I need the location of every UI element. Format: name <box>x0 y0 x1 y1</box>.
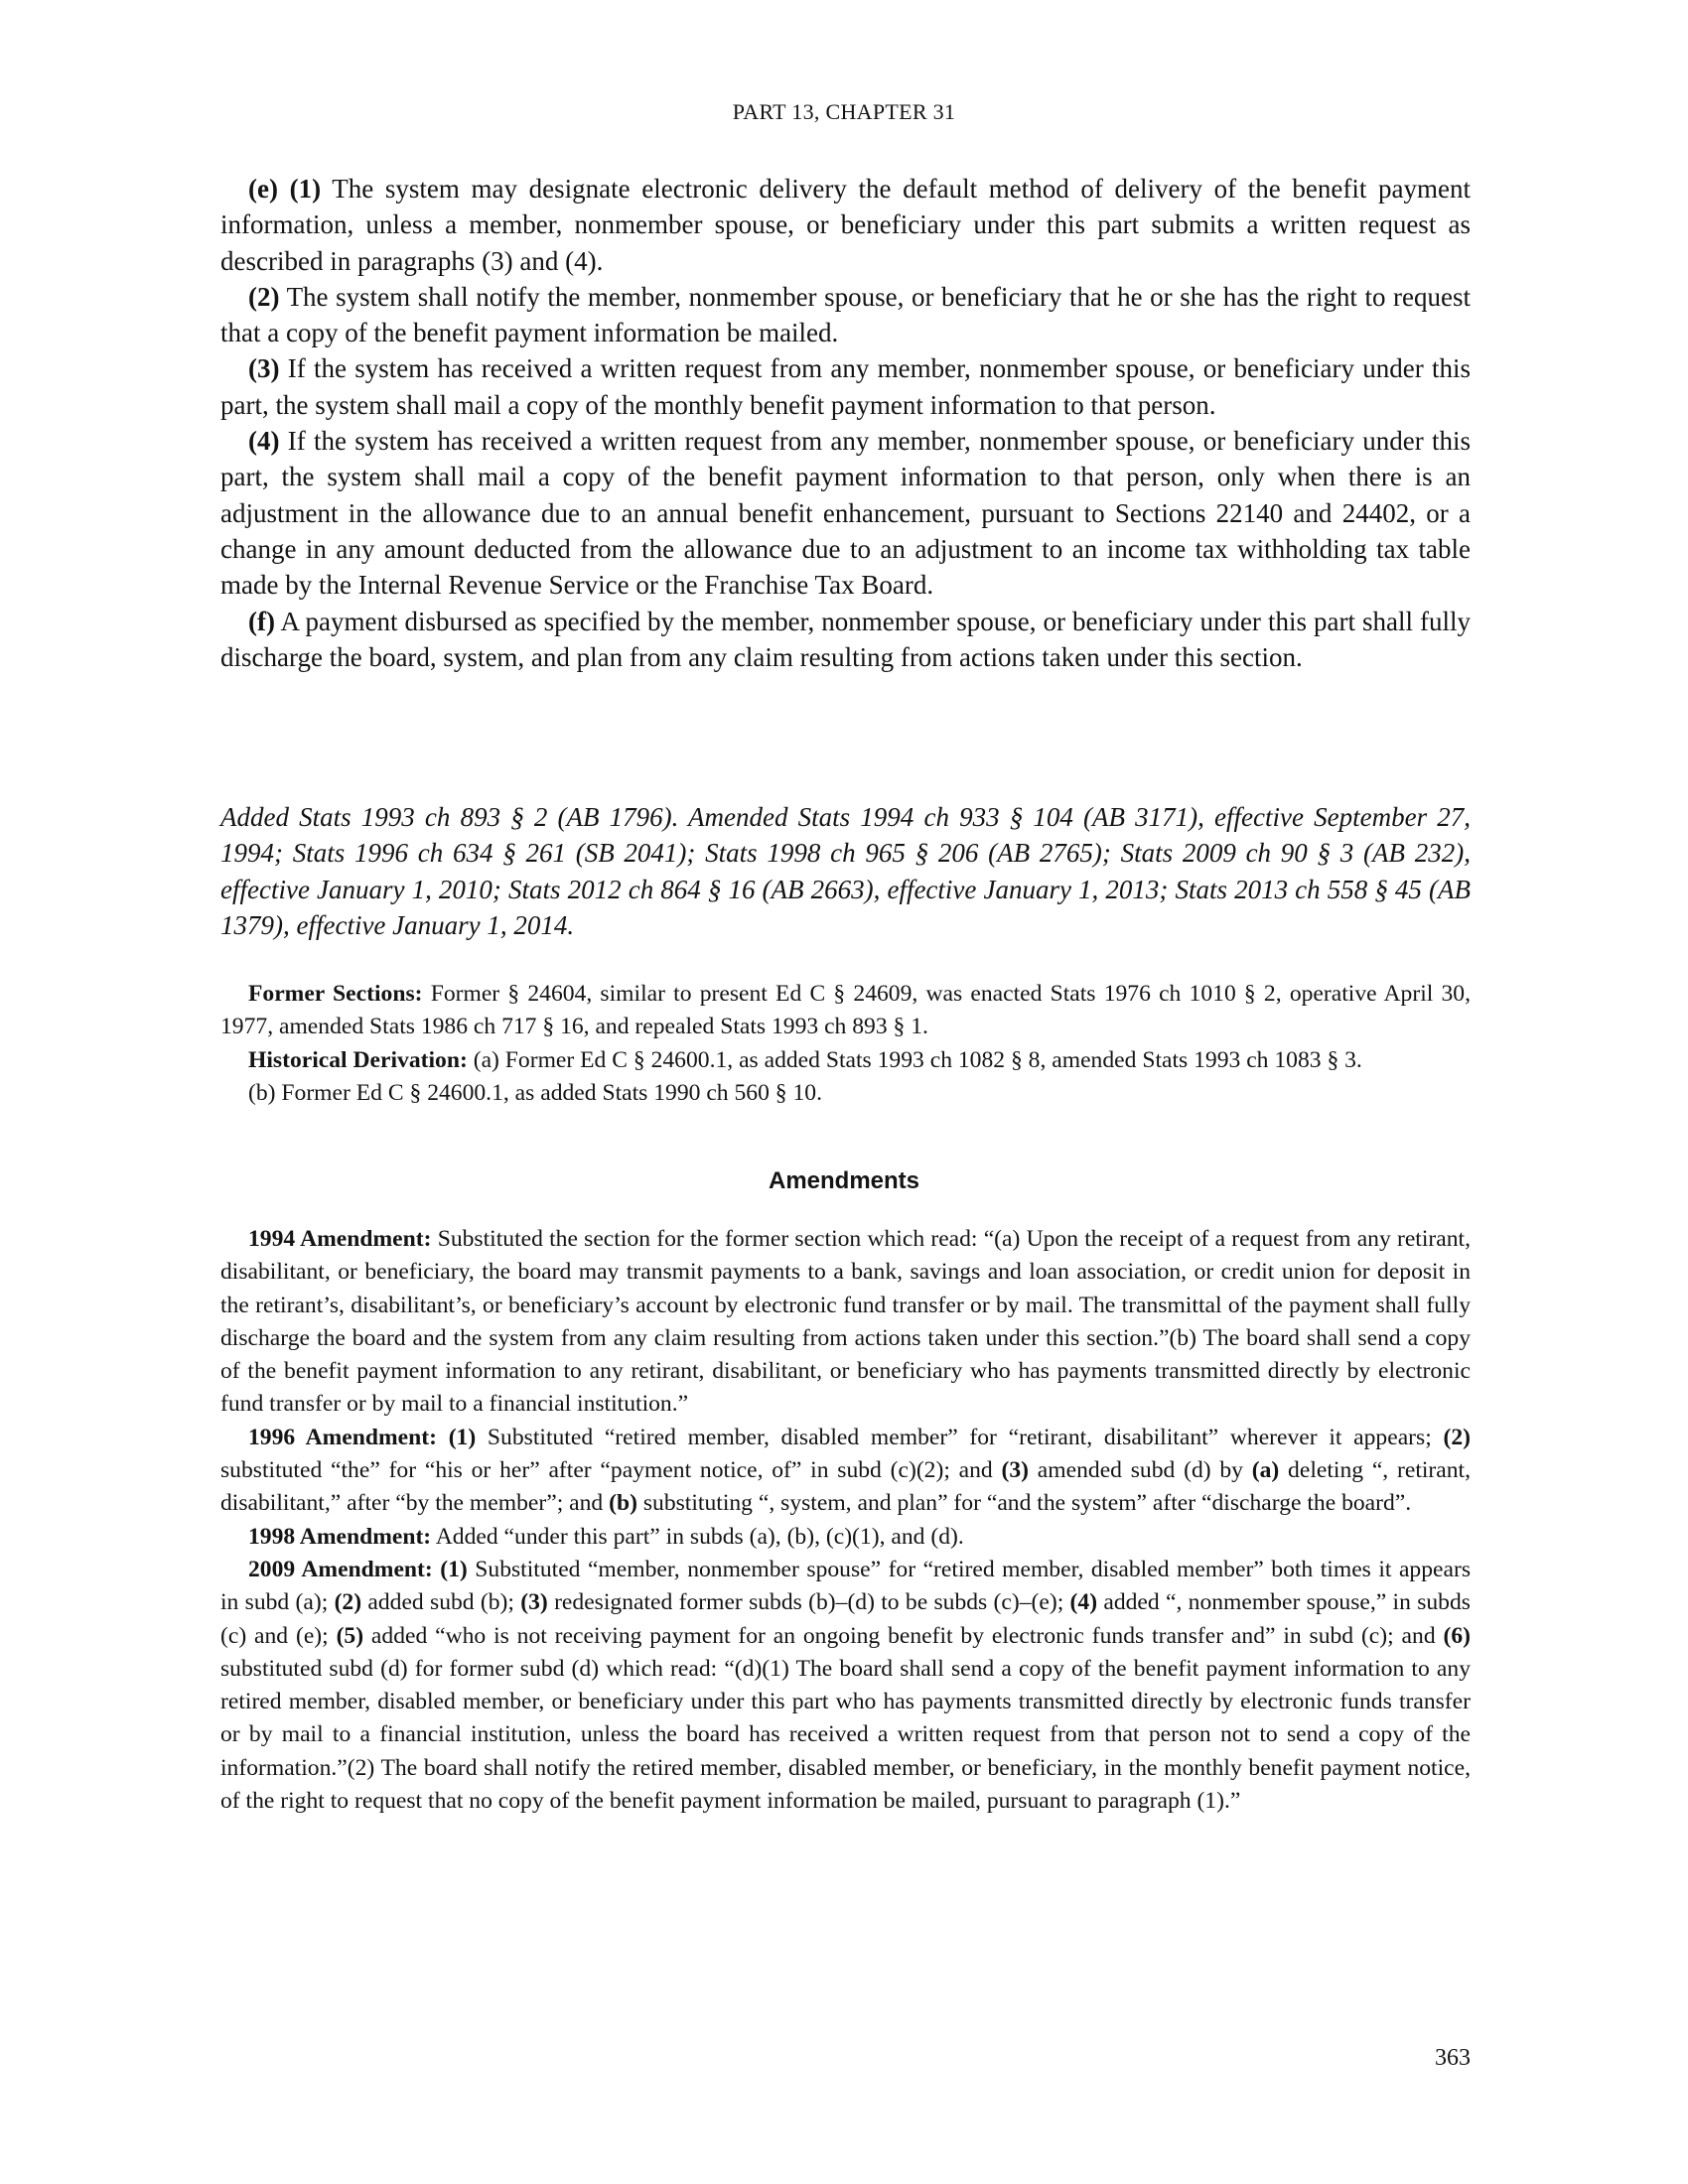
amendment-label: 1994 Amendment: <box>248 1226 432 1252</box>
amendment-2009 <box>220 1554 1471 1818</box>
item-label: (1) <box>448 1424 477 1450</box>
item-label: (a) <box>1251 1457 1280 1484</box>
paragraph-label: (3) <box>248 353 280 384</box>
item-label: (1) <box>440 1556 468 1582</box>
editorial-notes <box>220 978 1471 1110</box>
paragraph-label: (2) <box>248 281 280 312</box>
history-text: Added Stats 1993 ch 893 § 2 (AB 1796). Amended Stats 1994 ch 933 § 104 (AB 3171), effective September 27, 1994; Stats 1996 ch 634 § 261 (SB 2041); Stats 1998 ch 965 § 206 (AB 2765); Stats 2009 ch 90 § 3 (AB 232), effective January 1, 2010; Stats 2012 ch 864 § 16 (AB 2663), effective January 1, 2013; Stats 2013 ch 558 § 45 (AB 1379), effective January 1, 2014. <box>220 802 1471 940</box>
amendment-1996 <box>220 1422 1471 1521</box>
paragraph-text: A payment disbursed as specified by the member, nonmember spouse, or beneficiary under this part shall fully discharge the board, system, and plan from any claim resulting from actions taken under this section. <box>220 606 1471 672</box>
historical-derivation-b: (b) Former Ed C § 24600.1, as added Stats 1990 ch 560 § 10. <box>248 1079 822 1106</box>
paragraph-text: If the system has received a written request from any member, nonmember spouse, or beneficiary under this part, the system shall mail a copy of the benefit payment information to that person, only when there is an adjustment in the allowance due to an annual benefit enhancement, pursuant to Sections 22140 and 24402, or a change in any amount deducted from the allowance due to an adjustment to an income tax withholding tax table made by the Internal Revenue Service or the Franchise Tax Board. <box>220 426 1471 601</box>
item-label: (2) <box>1443 1424 1471 1450</box>
amendment-text: Added “under this part” in subds (a), (b), (c)(1), and (d). <box>431 1523 964 1550</box>
paragraph-text: If the system has received a written request from any member, nonmember spouse, or beneficiary under this part, the system shall mail a copy of the monthly benefit payment information to that person. <box>220 353 1471 420</box>
item-label: (4) <box>1069 1589 1098 1616</box>
paragraph-e-4 <box>220 423 1471 603</box>
note-text: Former § 24604, similar to present Ed C § 24609, was enacted Stats 1976 ch 1010 § 2, operative April 30, 1977, amended Stats 1986 ch 717 § 16, and repealed Stats 1993 ch 893 § 1. <box>220 981 1471 1040</box>
amendment-label: 1998 Amendment: <box>248 1523 432 1550</box>
paragraph-text: The system may designate electronic delivery the default method of delivery of the benefit payment information, unless a member, nonmember spouse, or beneficiary under this part submits a written request as described in paragraphs (3) and (4). <box>220 174 1471 276</box>
paragraph-e-2 <box>220 279 1471 351</box>
amendment-text: Substituted the section for the former section which read: “(a) Upon the receipt of a request from any retirant, disabilitant, or beneficiary, the board may transmit payments to a bank, savings and loan association, or credit union for deposit in the retirant’s, disabilitant’s, or beneficiary’s account by electronic fund transfer or by mail. The transmittal of the payment shall fully discharge the board and the system from any claim resulting from actions taken under this section.”(b) The board shall send a copy of the benefit payment information to any retirant, disabilitant, or beneficiary who has payments transmitted directly by electronic fund transfer or by mail to a financial institution.” <box>220 1226 1472 1418</box>
history-note <box>220 799 1471 943</box>
item-label: (3) <box>520 1589 548 1616</box>
running-head: PART 13, CHAPTER 31 <box>732 99 956 124</box>
page-number: 363 <box>1435 2045 1471 2071</box>
item-text: added “who is not receiving payment for an ongoing benefit by electronic funds transfer and” in subd (c); and <box>363 1622 1444 1649</box>
subdivision-label: (f) <box>248 606 275 636</box>
note-label: Former Sections: <box>248 981 423 1007</box>
paragraph-label: (1) <box>289 174 322 204</box>
subdivision-e-1 <box>220 171 1471 279</box>
item-text: redesignated former subds (b)–(d) to be subds (c)–(e); <box>547 1589 1070 1616</box>
amendments-heading: Amendments <box>768 1167 920 1194</box>
item-text: substituted subd (d) for former subd (d) which read: “(d)(1) The board shall send a copy of the benefit payment information to any retired member, disabled member, or beneficiary under this part who has payments transmitted directly by electronic funds transfer or by mail to a financial institution, unless the board has received a written request from that person not to send a copy of the information.”(2) The board shall notify the retired member, disabled member, or beneficiary, in the monthly benefit payment notice, of the right to request that no copy of the benefit payment information be mailed, pursuant to paragraph (1).” <box>220 1655 1471 1815</box>
item-label: (5) <box>336 1622 364 1649</box>
paragraph-text: The system shall notify the member, nonmember spouse, or beneficiary that he or she has the right to request that a copy of the benefit payment information be mailed. <box>220 281 1471 348</box>
item-text: Substituted “member, nonmember spouse” for “retired member, disabled member” both times it appears in subd (a); <box>220 1556 1471 1616</box>
note-label: Historical Derivation: <box>248 1046 468 1073</box>
item-label: (b) <box>609 1490 637 1517</box>
item-label: (2) <box>334 1589 362 1616</box>
amendment-label: 2009 Amendment: <box>248 1556 433 1582</box>
item-text: added subd (b); <box>361 1589 521 1616</box>
subdivision-f <box>220 604 1471 676</box>
item-text: substituting “, system, and plan” for “and the system” after “discharge the board”. <box>636 1490 1412 1517</box>
paragraph-label: (4) <box>248 426 280 457</box>
amendment-1998 <box>220 1521 1471 1554</box>
subdivision-label: (e) <box>248 174 278 204</box>
item-text: Substituted “retired member, disabled member” for “retirant, disabilitant” wherever it appears; <box>476 1424 1444 1450</box>
amendment-1994 <box>220 1223 1471 1422</box>
item-label: (3) <box>1001 1457 1030 1484</box>
item-text: substituted “the” for “his or her” after “payment notice, of” in subd (c)(2); and <box>220 1457 1002 1484</box>
item-text: added “, nonmember spouse,” in subds (c) and (e); <box>220 1589 1471 1649</box>
item-label: (6) <box>1443 1622 1471 1649</box>
historical-derivation-note <box>220 1044 1471 1077</box>
amendments-list <box>220 1223 1471 1818</box>
paragraph-e-3 <box>220 350 1471 423</box>
note-text: (a) Former Ed C § 24600.1, as added Stats 1993 ch 1082 § 8, amended Stats 1993 ch 1083 § 3. <box>467 1046 1362 1073</box>
former-sections-note <box>220 978 1471 1044</box>
item-text: deleting “, retirant, disabilitant,” after “by the member”; and <box>220 1457 1472 1517</box>
amendment-label: 1996 Amendment: <box>248 1424 437 1450</box>
statute-body <box>220 171 1471 675</box>
item-text: amended subd (d) by <box>1029 1457 1252 1484</box>
